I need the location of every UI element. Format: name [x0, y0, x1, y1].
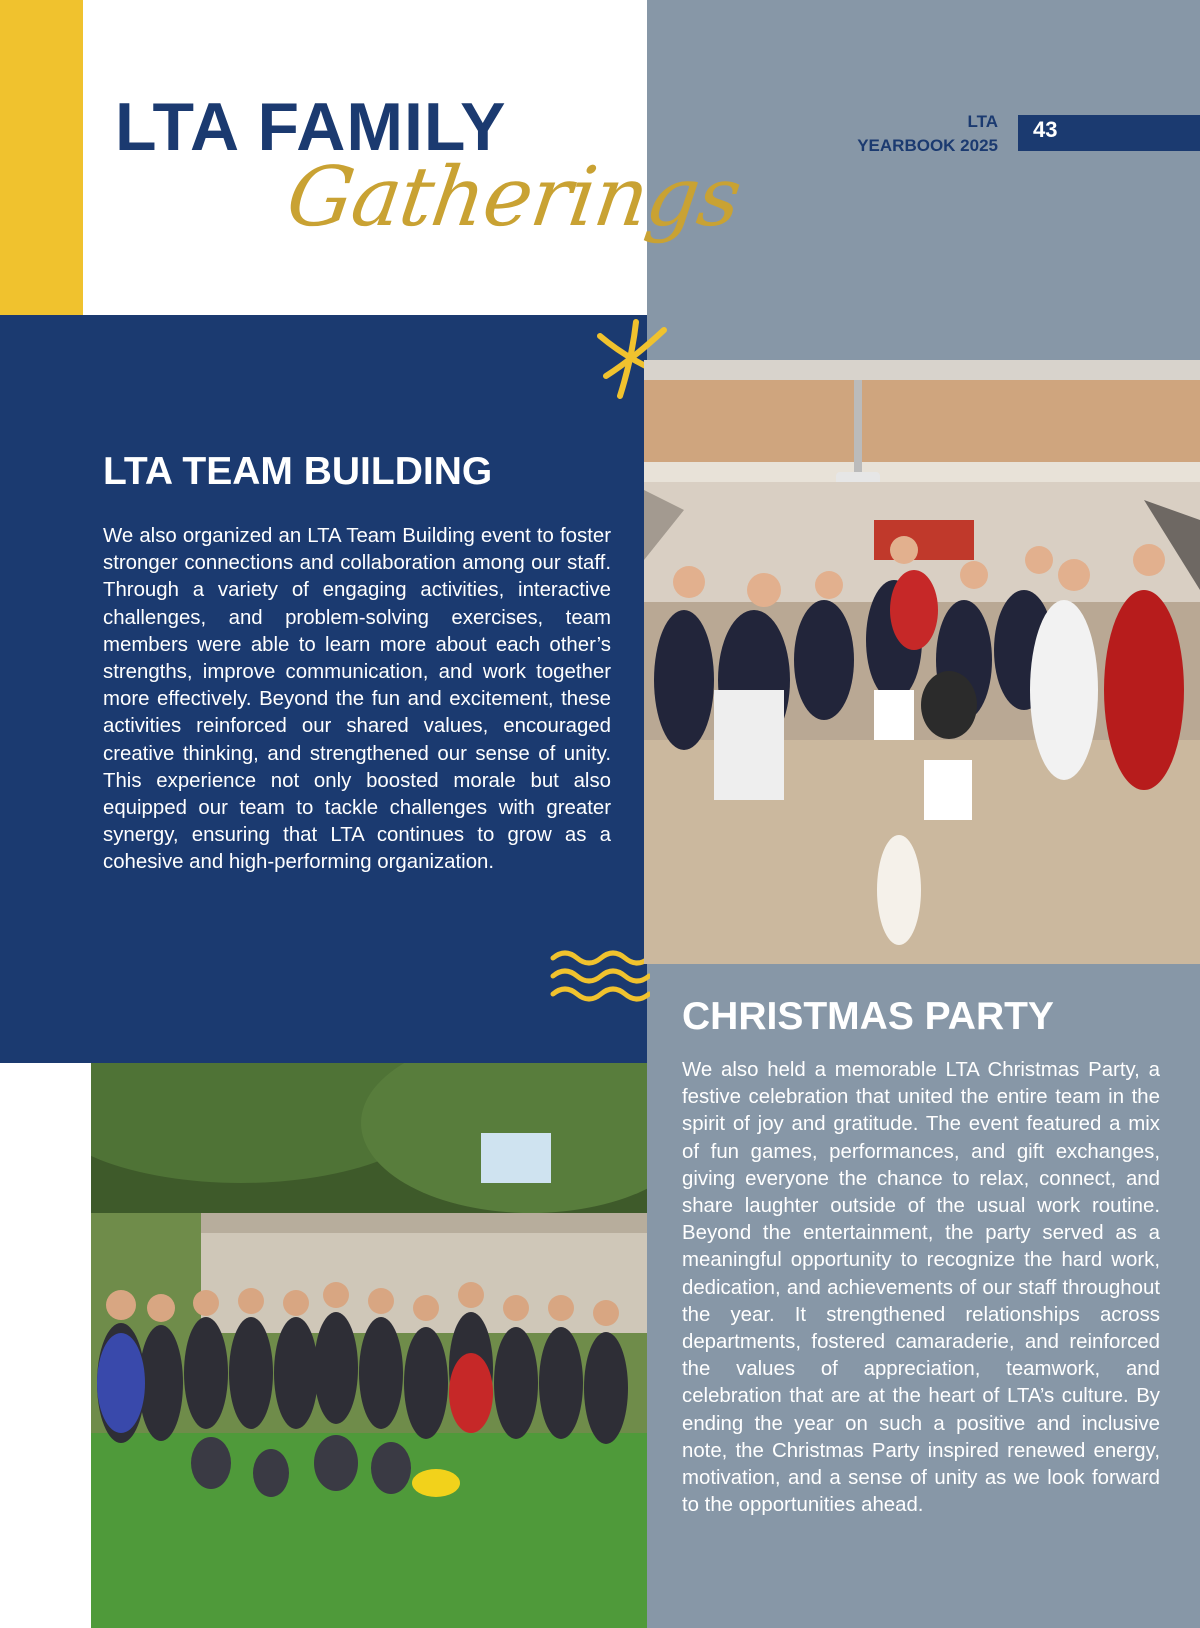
wave-lines-icon — [550, 948, 650, 1004]
outing-group-photo — [91, 1063, 647, 1628]
team-building-heading: LTA TEAM BUILDING — [103, 450, 493, 493]
christmas-party-heading: CHRISTMAS PARTY — [682, 995, 1054, 1038]
christmas-party-photo — [644, 360, 1200, 964]
page-title: LTA FAMILY — [115, 89, 507, 165]
yellow-accent-bar — [0, 0, 83, 315]
page-subtitle-script: Gatherings — [281, 150, 747, 245]
page-number: 43 — [1033, 117, 1058, 142]
bottom-left-margin — [0, 1063, 91, 1628]
yearbook-label-line2: YEARBOOK 2025 — [857, 136, 998, 155]
christmas-party-body: We also held a memorable LTA Christmas Party, a festive celebration that united the entire team in the spirit of joy and gratitude. The event featured a mix of fun games, performances, and gift exchanges, giving everyone the chance to relax, connect, and share laughter outside of the usual work routine. Beyond the entertainment, the party served as a meaningful opportunity to recognize the hard work, dedication, and achievements of our staff throughout the year. It strengthened relationships across departments, fostered camaraderie, and reinforced the values of appreciation, teamwork, and celebration that are at the heart of LTA’s culture. By ending the year on such a positive and inclusive note, the Christmas Party inspired renewed energy, motivation, and a sense of unity as we look forward to the opportunities ahead. — [682, 1059, 1160, 1517]
yearbook-label-line1: LTA — [967, 112, 998, 131]
team-building-body: We also organized an LTA Team Building event to foster stronger connections and collaboration among our staff. Through a variety of engaging activities, interactive challenges, and problem-solving exercises, team members were able to learn more about each other’s strengths, improve communication, and work together more effectively. Beyond the fun and excitement, these activities reinforced our shared values, encouraged creative thinking, and strengthened our sense of unity. This experience not only boosted morale but also equipped our team to tackle challenges with greater synergy, ensuring that LTA continues to grow as a cohesive and high-performing organization. — [103, 525, 611, 874]
